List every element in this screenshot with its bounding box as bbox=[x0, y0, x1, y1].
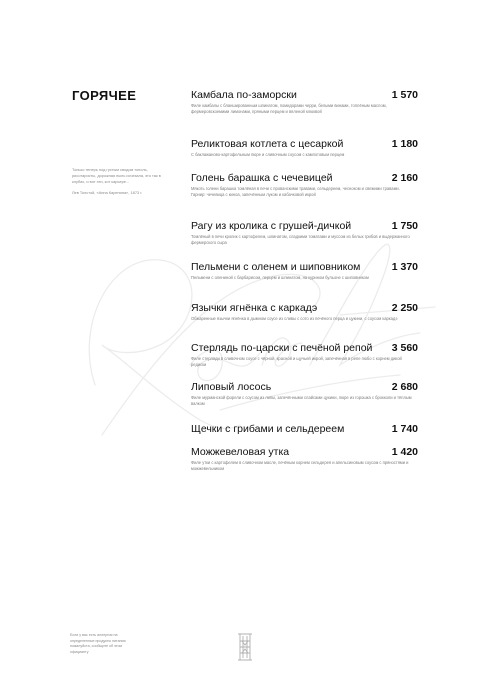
item-name: Язычки ягнёнка с каркадэ bbox=[191, 302, 318, 314]
item-name: Щечки с грибами и сельдереем bbox=[191, 423, 345, 435]
item-name: Липовый лосось bbox=[191, 381, 272, 393]
item-price: 1 570 bbox=[391, 89, 418, 101]
item-name: Пельмени с оленем и шиповником bbox=[191, 261, 361, 273]
item-name: Реликтовая котлета с цесаркой bbox=[191, 138, 344, 150]
item-name: Стерлядь по-царски с печёной репой bbox=[191, 342, 373, 354]
item-price: 1 180 bbox=[391, 138, 418, 150]
item-description: Мякоть голени барашка томлёная в печи с прованскими травами, сельдереем, чесноком и свежими травами. Гарнир: чечевица с киноа, запечённым луком и кабачковой икрой bbox=[191, 186, 400, 198]
section-title: ГОРЯЧЕЕ bbox=[72, 88, 137, 103]
item-name: Рагу из кролика с грушей-дичкой bbox=[191, 220, 352, 232]
signature-watermark-icon bbox=[40, 215, 450, 455]
item-name: Можжевеловая утка bbox=[191, 446, 290, 458]
item-price: 1 370 bbox=[391, 261, 418, 273]
side-note-quote: Только теперь под густым сводом тополь, рисотаристы, дорожная пыль исчезала, это так в клубах, и вот эти, кот карьере... bbox=[72, 167, 161, 184]
item-name: Камбала по-заморски bbox=[191, 89, 297, 101]
item-description: Филе камбалы с бланшированным шпинатом, помидорами черри, белыми винами, топлёным маслом, фермеровскоемими лимонами, пряными перцем и вяленой клюквой bbox=[191, 103, 387, 115]
item-description: Пельмени с олениной с барбарисом, перцем и шпинатом, на курином бульоне с шиповником bbox=[191, 275, 369, 280]
item-price: 2 160 bbox=[391, 172, 418, 184]
item-price: 2 250 bbox=[391, 302, 418, 314]
item-price: 1 750 bbox=[391, 220, 418, 232]
restaurant-monogram-logo-icon bbox=[228, 630, 262, 664]
allergy-note: Если у вас есть аллергия на определенные продукты питания пожалуйста, сообщите об этом официанту bbox=[70, 633, 126, 654]
item-description: Томлёный в печи кролик с картофелем, шпинатом, сладкими томатами и муссом из белых грибов и выдержанного фермерского сыра bbox=[191, 234, 410, 246]
side-note bbox=[72, 167, 162, 201]
item-description: Обжаренные язычки ягнёнка в дымном соусе из сливы с сото из печёного перца и цукини, с соусом каркадэ bbox=[191, 316, 398, 321]
side-note-attribution: Лев Толстой, «Анна Каренина», 1873 г. bbox=[72, 190, 143, 195]
item-name: Голень барашка с чечевицей bbox=[191, 172, 333, 184]
item-description: С баклажаново-картофельным пюре и сливочным соусом с кампотовым перцем bbox=[191, 152, 345, 157]
item-price: 2 680 bbox=[391, 381, 418, 393]
item-price: 3 560 bbox=[391, 342, 418, 354]
item-price: 1 420 bbox=[391, 446, 418, 458]
item-description: Филе утки с картофелем в сливочном масле, печёным корнем сельдерея и апельсиновым соусом с пряностями и можжевельником bbox=[191, 460, 409, 472]
item-price: 1 740 bbox=[391, 423, 418, 435]
item-description: Филе мурманской форели с соусом из липы, запечёнными слайсами цукини, пюре из горошка с брокколи и тёплым валком bbox=[191, 395, 412, 407]
item-description: Филе стерляди в сливочном соусе с чёрной, красной и щучьей икрой, запечённая в репе пюбо с корнем дикой редиски bbox=[191, 356, 402, 368]
